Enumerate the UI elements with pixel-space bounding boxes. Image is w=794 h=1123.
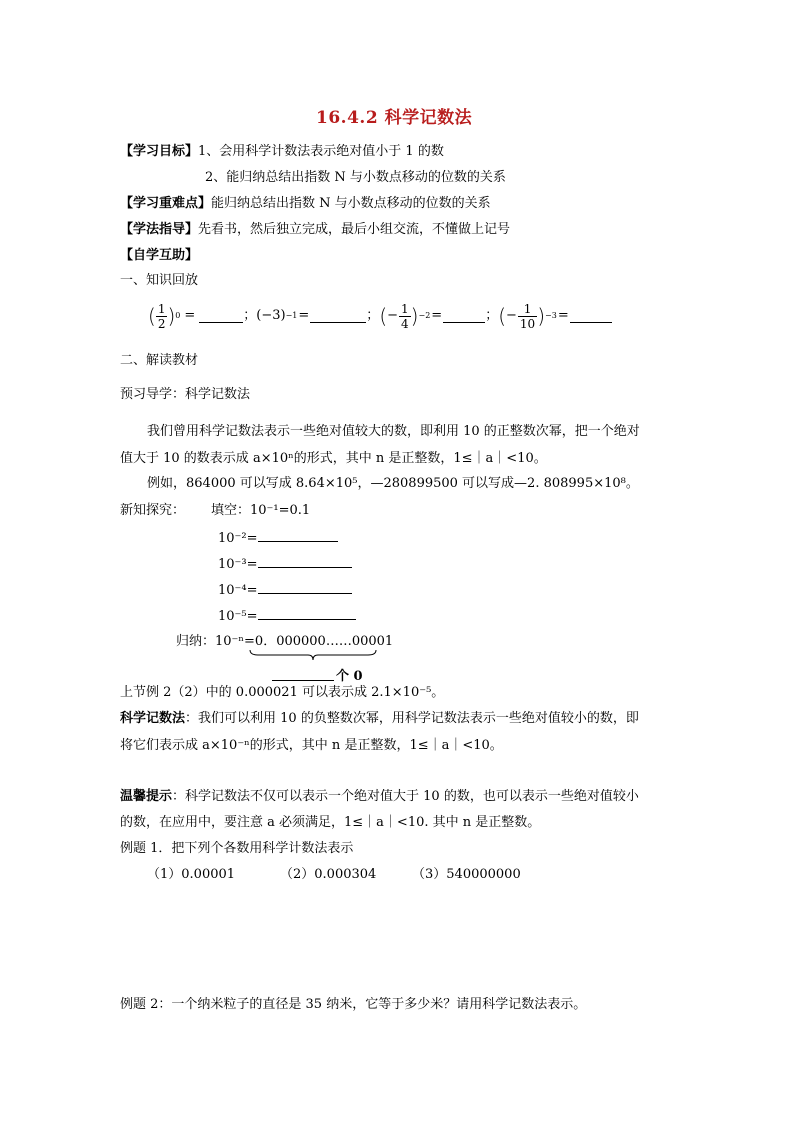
example1-title: 例题 1．把下列个各数用科学计数法表示 xyxy=(120,841,354,856)
row-blank-3[interactable] xyxy=(258,581,352,594)
answer-blank-3[interactable] xyxy=(443,310,485,323)
section1-heading: 一、知识回放 xyxy=(120,273,199,288)
fraction-4: $\frac{1}{10}$ xyxy=(519,301,536,331)
open-paren: ( xyxy=(379,304,388,328)
fraction-3: $\frac{1}{4}$ xyxy=(401,301,409,331)
row-blank-2[interactable] xyxy=(258,555,352,568)
answer-blank-4[interactable] xyxy=(570,310,612,323)
semicolon: ； xyxy=(243,308,257,323)
preview-heading: 预习导学：科学记数法 xyxy=(120,387,251,402)
example-note: 上节例 2（2）中的 0.000021 可以表示成 2.1×10⁻⁵。 xyxy=(120,685,445,700)
zeros-label: 个 0 xyxy=(336,669,363,684)
para2: 例如，864000 可以写成 8.64×10⁵，—280899500 可以写成—2. 808995×10⁸。 xyxy=(147,476,639,491)
key-points-label: 【学习重难点】 xyxy=(120,196,212,211)
page-title: 16.4.2 科学记数法 xyxy=(316,108,473,128)
sci-notation-label: 科学记数法 xyxy=(120,711,186,726)
sci-notation-line1: 科学记数法：我们可以利用 10 的负整数次幂，用科学记数法表示一些绝对值较小的数，即 xyxy=(120,711,639,726)
example1-item-3: （3）540000000 xyxy=(412,867,521,882)
goals-line1 xyxy=(120,143,444,161)
row-blank-1[interactable] xyxy=(258,529,338,542)
semicolon: ； xyxy=(366,308,380,323)
self-study-label: 【自学互助】 xyxy=(120,248,199,263)
row-blank-4[interactable] xyxy=(258,607,356,620)
tip-line2: 的数，在应用中，要注意 a 必须满足，1≤｜a｜<10. 其中 n 是正整数。 xyxy=(120,815,541,830)
guidance xyxy=(120,221,510,239)
tip-label: 温馨提示 xyxy=(120,789,173,804)
example2-title: 例题 2：一个纳米粒子的直径是 35 纳米，它等于多少米？请用科学记数法表示。 xyxy=(120,997,587,1012)
explore-row-2: 10⁻³= xyxy=(218,555,352,574)
guidance-text: 先看书，然后独立完成，最后小组交流，不懂做上记号 xyxy=(198,222,511,237)
answer-blank-1[interactable] xyxy=(199,310,243,323)
expr-2: (−3) xyxy=(256,308,286,323)
summary-label: 归纳： xyxy=(176,634,216,649)
explore-fill: 填空：10⁻¹=0.1 xyxy=(211,503,311,518)
zeros-count-blank[interactable] xyxy=(272,680,334,681)
section2-heading: 二、解读教材 xyxy=(120,353,199,368)
close-paren: ) xyxy=(410,304,419,328)
goals-item2: 2、能归纳总结出指数 N 与小数点移动的位数的关系 xyxy=(205,170,506,185)
review-expressions: ( $\frac{1}{2}$ ) 0 = ； (−3) −1 = ； ( − $\frac{1}{4}$ ) −2 = ； ( − $\frac{1}{10}$ ) −3 = xyxy=(148,296,612,336)
open-paren: ( xyxy=(148,304,156,328)
semicolon: ； xyxy=(485,308,499,323)
example1-item-1: （1）0.00001 xyxy=(147,867,236,882)
tip-line1: 温馨提示：科学记数法不仅可以表示一个绝对值大于 10 的数，也可以表示一些绝对值较小 xyxy=(120,789,639,804)
key-points-text: 能归纳总结出指数 N 与小数点移动的位数的关系 xyxy=(211,196,491,211)
example1-item-2: （2）0.000304 xyxy=(280,867,377,882)
close-paren: ) xyxy=(537,304,546,328)
sci-notation-line2: 将它们表示成 a×10⁻ⁿ的形式，其中 n 是正整数，1≤｜a｜<10。 xyxy=(120,738,503,753)
para1-line1: 我们曾用科学记数法表示一些绝对值较大的数，即利用 10 的正整数次幂，把一个绝对 xyxy=(147,424,640,439)
guidance-label: 【学法指导】 xyxy=(120,222,199,237)
answer-blank-2[interactable] xyxy=(310,310,366,323)
underbrace-icon xyxy=(248,648,378,662)
explore-row-1: 10⁻²= xyxy=(218,529,338,548)
fraction-1: $\frac{1}{2}$ xyxy=(157,301,166,331)
explore-label: 新知探究： xyxy=(120,503,186,518)
key-points xyxy=(120,195,491,213)
explore-row-3: 10⁻⁴= xyxy=(218,581,352,600)
goals-label: 【学习目标】 xyxy=(120,144,199,159)
close-paren: ) xyxy=(167,304,176,328)
open-paren: ( xyxy=(498,304,507,328)
goals-item1: 1、会用科学计数法表示绝对值小于 1 的数 xyxy=(198,144,444,159)
explore-row-4: 10⁻⁵= xyxy=(218,607,356,626)
para1-line2: 值大于 10 的数表示成 a×10ⁿ的形式，其中 n 是正整数，1≤｜a｜<10。 xyxy=(120,451,547,466)
summary-expr: 10⁻ⁿ=0．000000……00001 xyxy=(215,634,394,649)
